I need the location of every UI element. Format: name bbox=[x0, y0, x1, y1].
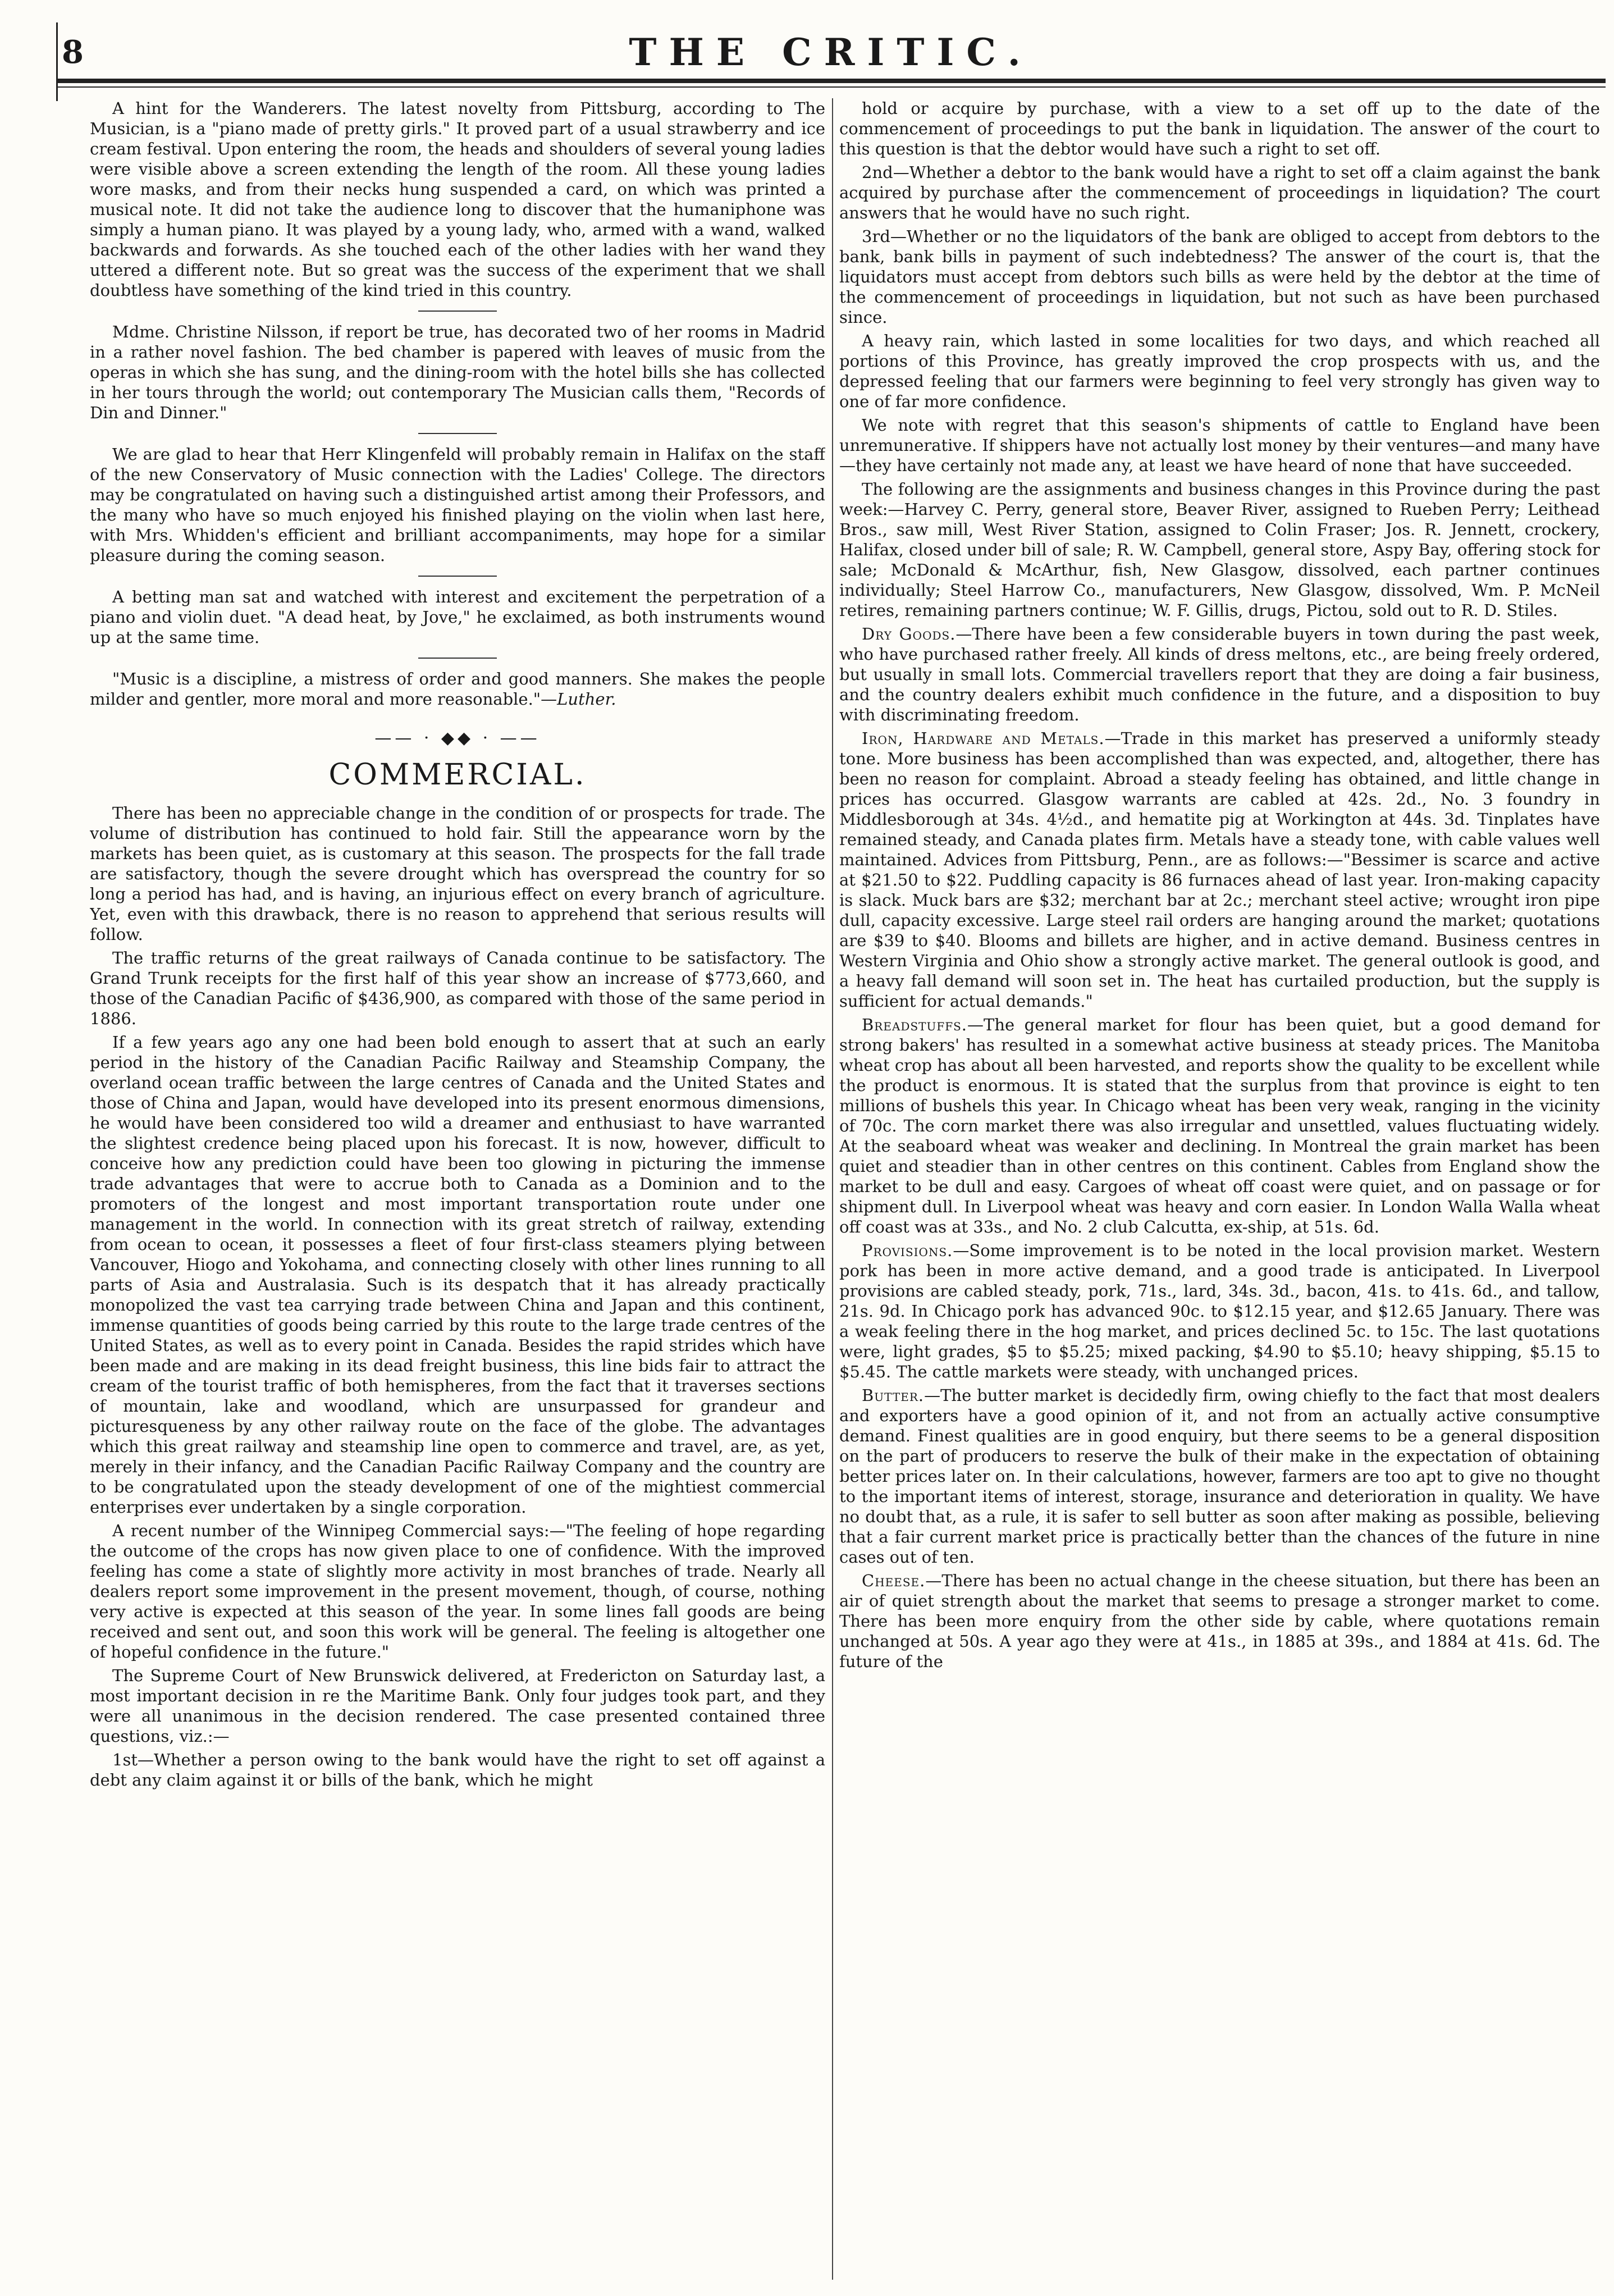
left-column bbox=[90, 98, 825, 2280]
article-nilsson: Mdme. Christine Nilsson, if report be true, has decorated two of her rooms in Madrid in a rather novel fashion. The bed chamber is papered with leaves of music from the operas in which she has sung, and the dining-room with the hotel bills she has collected in her tours through the world; out contemporary The Musician calls them, "Records of Din and Dinner." bbox=[90, 322, 825, 422]
section-ornament: —— · ◆◆ · —— bbox=[374, 728, 541, 748]
market-text: —There has been no actual change in the cheese situation, but there has been an air of quiet strength about the market that seems to presage a stronger market to come. There has been more enquiry from the other side by cable, where quotations remain unchanged at 50s. A year ago they were at 41s., in 1885 at 39s., and 1884 at 41s. 6d. The future of the bbox=[839, 1571, 1600, 1671]
header-rule-thick bbox=[56, 79, 1606, 83]
right-para-5: We note with regret that this season's shipments of cattle to England have been unremunerative. If shippers have not actually lost money by their ventures—and many have—they have certainly not made any, at least we have heard of none that have succeeded. bbox=[839, 416, 1600, 475]
separator bbox=[418, 658, 497, 659]
masthead-title: THE CRITIC. bbox=[629, 30, 1033, 74]
market-heading: Breadstuffs. bbox=[862, 1015, 968, 1034]
market-text: —The general market for flour has been quiet, but a good demand for strong bakers' has resulted in a somewhat active business at steady prices. The Manitoba wheat crop has about all been harvested, and reports show the quality to be excellent while the product is enormous. It is stated that the surplus from that province is eight to ten millions of bushels this year. In Chicago wheat has been very weak, ranging in the vicinity of 70c. The corn market there was also irregular and unsettled, values fluctuating widely. At the seaboard wheat was weaker and declining. In Montreal the grain market has been quiet and steadier than in other centres on this continent. Cables from England show the market to be dull and easy. Cargoes of wheat off coast were quiet, and on passage or for shipment dull. In Liverpool wheat was heavy and corn easier. In London Walla Walla wheat off coast was at 33s., and No. 2 club Calcutta, ex-ship, at 51s. 6d. bbox=[839, 1015, 1600, 1236]
newspaper-page bbox=[56, 22, 1606, 2280]
commercial-para-4: A recent number of the Winnipeg Commercial says:—"The feeling of hope regarding the outcome of the crops has now given place to one of confidence. With the improved feeling has come a state of slightly more activity in most branches of trade. Nearly all dealers report some improvement in the present movement, though, of course, nothing very active is expected at this season of the year. In some lines fall goods are being received and sent out, and soon this work will be general. The feeling is altogether one of hopeful confidence in the future." bbox=[90, 1521, 825, 1661]
commercial-para-3: If a few years ago any one had been bold enough to assert that at such an early period in the history of the Canadian Pacific Railway and Steamship Company, the overland ocean traffic between the large centres of Canada and the United States and those of China and Japan, would have developed into its present enormous dimensions, he would have been considered too wild a dreamer and enthusiast to have warranted the slightest credence being placed upon his forecast. It is now, however, difficult to conceive how any prediction could have been too glowing in picturing the immense trade advantages that were to accrue both to Canada as a Dominion and to the promoters of the longest and most important transportation route under one management in the world. In connection with its great stretch of railway, extending from ocean to ocean, it possesses a fleet of four first-class steamers plying between Vancouver, Hiogo and Yokohama, and connecting closely with other lines running to all parts of Asia and Australasia. Such is its despatch that it has already practically monopolized the vast tea carrying trade between China and Japan and this continent, immense quantities of goods being carried by this route to the large trade centres of the United States, as well as to every point in Canada. Besides the rapid strides which have been made and are making in its dead freight business, this line bids fair to attract the cream of the tourist traffic of both hemispheres, from the fact that it traverses sections of mountain, lake and woodland, which are unsurpassed for grandeur and picturesqueness by any other railway route on the face of the globe. The advantages which this great railway and steamship line open to commerce and travel, are, as yet, merely in their infancy, and the Canadian Pacific Railway Company and the country are to be congratulated upon the steady development of one of the mightiest commercial enterprises ever undertaken by a single corporation. bbox=[90, 1033, 825, 1517]
separator bbox=[418, 311, 497, 312]
market-cheese bbox=[839, 1571, 1600, 1672]
quote-attribution: Luther. bbox=[557, 690, 616, 709]
market-provisions bbox=[839, 1240, 1600, 1382]
market-heading: Butter. bbox=[862, 1386, 925, 1405]
market-text: —Trade in this market has preserved a uniformly steady tone. More business has been accomplished than was expected, and, altogether, there has been no reason for complaint. Abroad a steady feeling has obtained, and little change in prices has occurred. Glasgow warrants are cabled at 42s. 2d., No. 3 foundry in Middlesborough at 34s. 4½d., and hematite pig at Workington at 44s. 3d. Tinplates have remained steady, and Canada plates firm. Metals have a steady tone, with cable values well maintained. Advices from Pittsburg, Penn., are as follows:—"Bessimer is scarce and active at $21.50 to $22. Puddling capacity is 86 furnaces ahead of last year. Iron-making capacity is slack. Muck bars are $32; merchant bar at 2c.; merchant steel active; wrought iron pipe dull, capacity excessive. Large steel rail orders are hanging around the market; quotations are $39 to $40. Blooms and billets are higher, and in active demand. Business centres in Western Virginia and Ohio show a strongly active market. The general outlook is good, and a heavy fall demand will soon set in. The heat has curtailed production, but the supply is sufficient for actual demands." bbox=[839, 729, 1600, 1011]
article-klingenfeld: We are glad to hear that Herr Klingenfeld will probably remain in Halifax on the staff of the new Conservatory of Music connection with the Ladies' College. The directors may be congratulated on having such a distinguished artist among their Professors, and the many who have so much enjoyed his finished playing on the violin when last here, with Mrs. Whidden's efficient and brilliant accompaniments, may hope for a similar pleasure during the coming season. bbox=[90, 445, 825, 565]
commercial-para-2: The traffic returns of the great railways of Canada continue to be satisfactory. The Grand Trunk receipts for the first half of this year show an increase of $773,660, and those of the Canadian Pacific of $436,900, as compared with those of the same period in 1886. bbox=[90, 948, 825, 1028]
market-iron bbox=[839, 728, 1600, 1011]
commercial-para-5: The Supreme Court of New Brunswick delivered, at Fredericton on Saturday last, a most important decision in re the Maritime Bank. Only four judges took part, and they were all unanimous in the decision rendered. The case presented contained three questions, viz.:— bbox=[90, 1666, 825, 1746]
column-divider bbox=[832, 98, 833, 2280]
right-para-3: 3rd—Whether or no the liquidators of the bank are obliged to accept from debtors to the bank, bank bills in payment of such indebtedness? The answer of the court is, that the liquidators must accept from debtors such bills as were held by the debtor at the time of the commencement of proceedings in liquidation, but not such as have been purchased since. bbox=[839, 227, 1600, 327]
market-heading: Provisions. bbox=[862, 1241, 953, 1260]
market-heading: Dry Goods. bbox=[862, 624, 956, 643]
page-number: 8 bbox=[62, 34, 84, 71]
market-breadstuffs bbox=[839, 1015, 1600, 1237]
market-heading: Cheese. bbox=[862, 1571, 926, 1590]
separator bbox=[418, 433, 497, 434]
market-text: —There have been a few considerable buyers in town during the past week, who have purchased rather freely. All kinds of dress meltons, etc., are being freely ordered, but usually in small lots. Commercial travellers report that they are doing a fair business, and the country dealers exhibit much confidence in the future, and a disposition to buy with discriminating freedom. bbox=[839, 624, 1600, 724]
columns bbox=[56, 98, 1606, 2280]
right-para-4: A heavy rain, which lasted in some localities for two days, and which reached all portions of this Province, has greatly improved the crop prospects with us, and the depressed feeling that our farmers were beginning to feel very strongly has given way to one of far more confidence. bbox=[839, 331, 1600, 411]
section-heading-commercial: COMMERCIAL. bbox=[328, 758, 587, 792]
right-para-1: hold or acquire by purchase, with a view to a set off up to the date of the commencement of proceedings to put the bank in liquidation. The answer of the court to this question is that the debtor would have such a right to set off. bbox=[839, 99, 1600, 158]
right-para-2: 2nd—Whether a debtor to the bank would have a right to set off a claim against the bank acquired by purchase after the commencement of proceedings in liquidation? The court answers that he would have no such right. bbox=[839, 163, 1600, 222]
market-text: —Some improvement is to be noted in the local provision market. Western pork has been in more active demand, and a good trade is anticipated. In Liverpool provisions are cabled steady, pork, 71s., lard, 34s. 3d., bacon, 41s. to 41s. 6d., and tallow, 21s. 9d. In Chicago pork has advanced 90c. to $12.15 year, and $12.65 January. There was a weak feeling there in the hog market, and prices declined 5c. to 15c. The last quotations were, light grades, $5 to $5.25; mixed packing, $4.90 to $5.10; heavy shipping, $5.15 to $5.45. The cattle markets were steady, with unchanged prices. bbox=[839, 1241, 1600, 1381]
article-betting: A betting man sat and watched with interest and excitement the perpetration of a piano and violin duet. "A dead heat, by Jove," he exclaimed, as both instruments wound up at the same time. bbox=[90, 587, 825, 647]
right-column bbox=[839, 98, 1600, 2280]
article-wanderers: A hint for the Wanderers. The latest novelty from Pittsburg, according to The Musician, is a "piano made of pretty girls." It proved part of a usual strawberry and ice cream festival. Upon entering the room, the heads and shoulders of several young ladies were visible above a screen extending the length of the room. All these young ladies wore masks, and from their necks hung suspended a card, on which was printed a musical note. It did not take the audience long to discover that the humaniphone was simply a human piano. It was played by a young lady, who, armed with a wand, walked backwards and forwards. As she touched each of the other ladies with her wand they uttered a different note. But so great was the success of the experiment that we shall doubtless have something of the kind tried in this country. bbox=[90, 99, 825, 300]
market-butter bbox=[839, 1385, 1600, 1567]
header-rule-thin bbox=[56, 86, 1606, 88]
market-heading: Iron, Hardware and Metals. bbox=[862, 729, 1105, 748]
separator bbox=[418, 576, 497, 577]
market-text: —The butter market is decidedly firm, owing chiefly to the fact that most dealers and exporters have a good opinion of it, and not from an actually active consumptive demand. Finest qualities are in good enquiry, but there seems to be a general disposition on the part of producers to reserve the bulk of their make in the expectation of obtaining better prices later on. In their calculations, however, farmers are too apt to give no thought to the important items of interest, storage, insurance and deterioration in quality. We have no doubt that, as a rule, it is safer to sell butter as soon after making as possible, believing that a fair current market price is practically better than the chances of the future in nine cases out of ten. bbox=[839, 1386, 1600, 1567]
commercial-para-6: 1st—Whether a person owing to the bank would have the right to set off against a debt any claim against it or bills of the bank, which he might bbox=[90, 1750, 825, 1790]
right-para-6: The following are the assignments and business changes in this Province during the past week:—Harvey C. Perry, general store, Beaver River, assigned to Rueben Perry; Leithead Bros., saw mill, West River Station, assigned to Colin Fraser; Jos. R. Jennett, crockery, Halifax, closed under bill of sale; R. W. Campbell, general store, Aspy Bay, offering stock for sale; McDonald & McArthur, fish, New Glasgow, dissolved, each partner continues individually; Steel Harrow Co., manufacturers, New Glasgow, dissolved, Wm. P. McNeil retires, remaining partners continue; W. F. Gillis, drugs, Pictou, sold out to R. D. Stiles. bbox=[839, 480, 1600, 620]
article-music-quote bbox=[90, 669, 825, 709]
market-dry-goods bbox=[839, 624, 1600, 725]
quote-text: "Music is a discipline, a mistress of order and good manners. She makes the people milder and gentler, more moral and more reasonable."— bbox=[90, 669, 825, 709]
commercial-para-1: There has been no appreciable change in the condition of or prospects for trade. The volume of distribution has continued to hold fair. Still the appearance worn by the markets has been quiet, as is customary at this season. The prospects for the fall trade are satisfactory, though the severe drought which has overspread the country for so long a period has had, and is having, an injurious effect on every branch of agriculture. Yet, even with this drawback, there is no reason to apprehend that serious results will follow. bbox=[90, 804, 825, 944]
page-header bbox=[56, 22, 1606, 73]
